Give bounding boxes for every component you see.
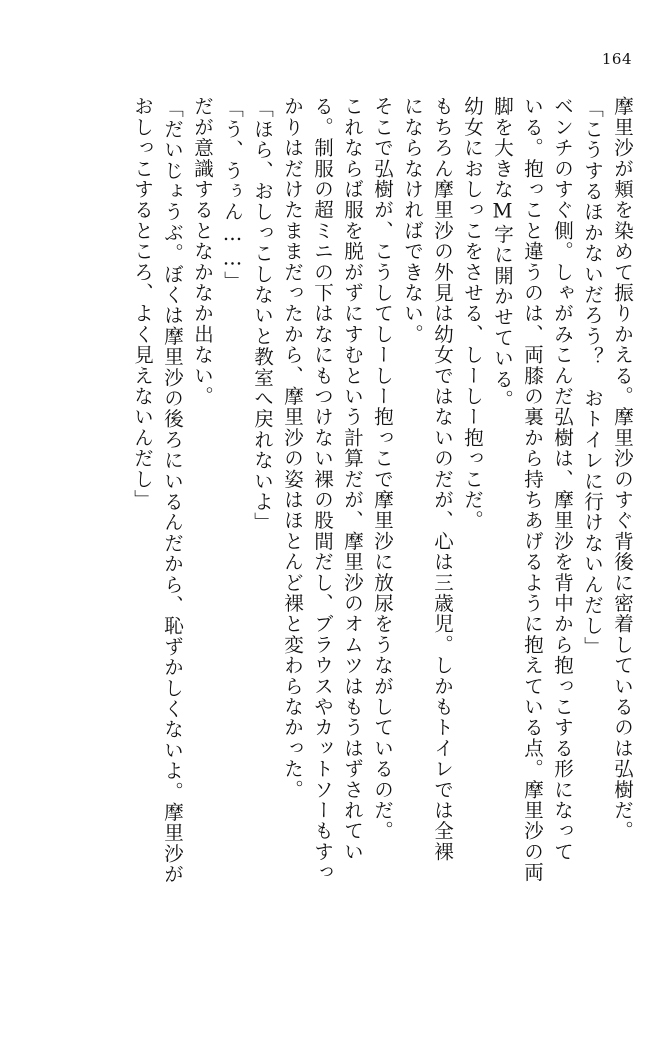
text-column: 幼女におしっこをさせる、しーしー抱っこだ。	[461, 96, 484, 531]
text-column: 脚を大きなM字に開かせている。	[491, 96, 514, 410]
text-column: いる。抱っこと違うのは、両膝の裏から持ちあげるように抱えている点。摩里沙の両	[521, 96, 544, 883]
text-column: そこで弘樹が、こうしてしーしー抱っこで摩里沙に放尿をうながしているのだ。	[371, 96, 394, 842]
page-number: 164	[601, 50, 632, 68]
text-column: かりはだけたままだったから、摩里沙の姿はほとんど裸と変わらなかった。	[281, 96, 304, 800]
text-column: だが意識するとなかなか出ない。	[191, 96, 214, 407]
text-column: 「だいじょうぶ。ぼくは摩里沙の後ろにいるんだから、恥ずかしくないよ。摩里沙が	[161, 98, 184, 885]
text-column: おしっこするところ、よく見えないんだし」	[131, 96, 154, 510]
text-column: ベンチのすぐ側。しゃがみこんだ弘樹は、摩里沙を背中から抱っこする形になって	[551, 96, 574, 862]
text-column: 「こうするほかないだろう？ おトイレに行けないんだし」	[581, 98, 604, 657]
text-column: 摩里沙が頬を染めて振りかえる。摩里沙のすぐ背後に密着しているのは弘樹だ。	[611, 96, 634, 842]
text-column: これならば服を脱がずにすむという計算だが、摩里沙のオムツはもうはずされてい	[341, 96, 364, 862]
text-column: る。制服の超ミニの下はなにもつけない裸の股間だし、ブラウスやカットソーもすっ	[311, 96, 334, 883]
text-column: にならなければできない。	[401, 96, 424, 345]
vertical-text-body	[40, 96, 632, 996]
text-column: もちろん摩里沙の外見は幼女ではないのだが、心は三歳児。しかもトイレでは全裸	[431, 96, 454, 862]
text-column: 「ほら、おしっこしないと教室へ戻れないよ」	[251, 98, 274, 533]
text-column: 「う、うぅん……」	[221, 98, 244, 292]
